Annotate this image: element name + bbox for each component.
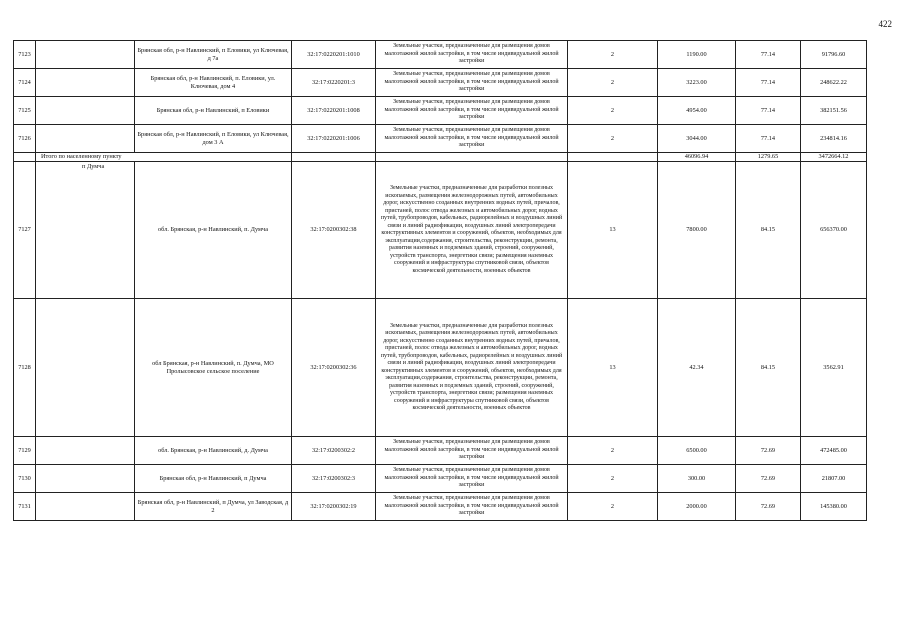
empty-cell	[292, 153, 376, 162]
table-row	[14, 493, 867, 521]
row-number: 7123	[14, 41, 36, 69]
price-cell: 84.15	[736, 299, 801, 437]
empty-cell	[376, 153, 568, 162]
land-use-cell: Земельные участки, предназначенные для размещения домов малоэтажной жилой застройки, в том числе индивидуальной жилой застройки	[376, 97, 568, 125]
empty-cell	[36, 69, 135, 97]
table-row	[14, 41, 867, 69]
area-cell: 2000.00	[658, 493, 736, 521]
value-cell: 145380.00	[801, 493, 867, 521]
address-cell: Брянская обл, р-н Навлинский, п. Еловики, ул. Ключевая, дом 4	[135, 69, 292, 97]
area-cell: 3223.00	[658, 69, 736, 97]
table-row	[14, 125, 867, 153]
subtotal-area: 46096.94	[658, 153, 736, 162]
empty-cell	[36, 465, 135, 493]
land-registry-table	[13, 40, 867, 521]
category-cell: 13	[568, 162, 658, 299]
empty-cell	[36, 97, 135, 125]
value-cell: 472485.00	[801, 437, 867, 465]
table-row	[14, 69, 867, 97]
land-use-cell: Земельные участки, предназначенные для размещения домов малоэтажной жилой застройки, в том числе индивидуальной жилой застройки	[376, 41, 568, 69]
address-cell: обл. Брянская, р-н Навлинский, п. Думча	[135, 162, 292, 299]
area-cell: 4954.00	[658, 97, 736, 125]
locality-label: п Думча	[36, 162, 135, 299]
land-use-cell: Земельные участки, предназначенные для размещения домов малоэтажной жилой застройки, в том числе индивидуальной жилой застройки	[376, 465, 568, 493]
subtotal-row	[14, 153, 867, 162]
empty-cell	[36, 125, 135, 153]
price-cell: 72.69	[736, 437, 801, 465]
table-row	[14, 299, 867, 437]
cadastral-number-cell: 32:17:0200302:19	[292, 493, 376, 521]
cadastral-number-cell: 32:17:0220201:1010	[292, 41, 376, 69]
price-cell: 72.69	[736, 465, 801, 493]
row-number: 7126	[14, 125, 36, 153]
price-cell: 77.14	[736, 41, 801, 69]
price-cell: 77.14	[736, 97, 801, 125]
value-cell: 382151.56	[801, 97, 867, 125]
land-use-cell: Земельные участки, предназначенные для размещения домов малоэтажной жилой застройки, в том числе индивидуальной жилой застройки	[376, 125, 568, 153]
table-row	[14, 465, 867, 493]
cadastral-number-cell: 32:17:0200302:3	[292, 465, 376, 493]
row-number: 7129	[14, 437, 36, 465]
address-cell: Брянская обл, р-н Навлинский, п Думча	[135, 465, 292, 493]
table-row	[14, 162, 867, 299]
address-cell: Брянская обл, р-н Навлинский, п Еловики, ул Ключевая, дом 3 А	[135, 125, 292, 153]
category-cell: 2	[568, 437, 658, 465]
address-cell: обл Брянская, р-н Навлинский, п. Думча, МО Пролысовское сельское поселение	[135, 299, 292, 437]
row-number: 7127	[14, 162, 36, 299]
land-use-cell: Земельные участки, предназначенные для разработки полезных ископаемых, размещения железнодорожных путей, автомобильных дорог, искусственно созданных внутренних водных путей, причалов, пристаней, полос отвода железных и автомобильных дорог, водных путей, трубопроводов, кабельных, радиорелейных и воздушных линий связи и линий радиофикации, воздушных линий электропередачи конструктивных элементов и сооружений, объектов, необходимых для эксплуатации,содержания, строительства, реконструкции, ремонта, развития наземных и подземных зданий, строений, сооружений, устройств транспорта, энергетики связи; размещения наземных сооружений и инфраструктуры спутниковой связи, объектов космической деятельности, военных объектов	[376, 299, 568, 437]
row-number: 7124	[14, 69, 36, 97]
table-row	[14, 437, 867, 465]
area-cell: 300.00	[658, 465, 736, 493]
land-use-cell: Земельные участки, предназначенные для разработки полезных ископаемых, размещения железнодорожных путей, автомобильных дорог, искусственно созданных внутренних водных путей, причалов, пристаней, полос отвода железных и автомобильных дорог, водных путей, трубопроводов, кабельных, радиорелейных и воздушных линий связи и линий радиофикации, воздушных линий электропередачи конструктивных элементов и сооружений, объектов, необходимых для эксплуатации,содержания, строительства, реконструкции, ремонта, развития наземных и подземных зданий, строений, сооружений, устройств транспорта, энергетики связи; размещения наземных сооружений и инфраструктуры спутниковой связи, объектов космической деятельности, военных объектов	[376, 162, 568, 299]
value-cell: 656370.00	[801, 162, 867, 299]
category-cell: 13	[568, 299, 658, 437]
empty-cell	[36, 493, 135, 521]
value-cell: 3562.91	[801, 299, 867, 437]
area-cell: 1190.00	[658, 41, 736, 69]
category-cell: 2	[568, 69, 658, 97]
price-cell: 77.14	[736, 125, 801, 153]
cadastral-number-cell: 32:17:0200302:38	[292, 162, 376, 299]
value-cell: 91796.60	[801, 41, 867, 69]
category-cell: 2	[568, 97, 658, 125]
empty-cell	[568, 153, 658, 162]
cadastral-number-cell: 32:17:0220201:3	[292, 69, 376, 97]
area-cell: 42.34	[658, 299, 736, 437]
table-row	[14, 97, 867, 125]
price-cell: 77.14	[736, 69, 801, 97]
category-cell: 2	[568, 125, 658, 153]
subtotal-value: 3472664.12	[801, 153, 867, 162]
value-cell: 21807.00	[801, 465, 867, 493]
page-number: 422	[878, 19, 892, 29]
subtotal-label: Итого по населенному пункту	[36, 153, 292, 162]
empty-cell	[36, 299, 135, 437]
row-number: 7131	[14, 493, 36, 521]
empty-cell	[36, 437, 135, 465]
value-cell: 234814.16	[801, 125, 867, 153]
category-cell: 2	[568, 493, 658, 521]
category-cell: 2	[568, 465, 658, 493]
empty-cell	[14, 153, 36, 162]
cadastral-number-cell: 32:17:0220201:1008	[292, 97, 376, 125]
row-number: 7128	[14, 299, 36, 437]
price-cell: 84.15	[736, 162, 801, 299]
cadastral-number-cell: 32:17:0220201:1006	[292, 125, 376, 153]
land-use-cell: Земельные участки, предназначенные для размещения домов малоэтажной жилой застройки, в том числе индивидуальной жилой застройки	[376, 437, 568, 465]
row-number: 7125	[14, 97, 36, 125]
cadastral-number-cell: 32:17:0200302:36	[292, 299, 376, 437]
area-cell: 7800.00	[658, 162, 736, 299]
price-cell: 72.69	[736, 493, 801, 521]
area-cell: 3044.00	[658, 125, 736, 153]
empty-cell	[36, 41, 135, 69]
address-cell: Брянская обл, р-н Навлинский, п Еловики	[135, 97, 292, 125]
land-use-cell: Земельные участки, предназначенные для размещения домов малоэтажной жилой застройки, в том числе индивидуальной жилой застройки	[376, 493, 568, 521]
address-cell: обл. Брянская, р-н Навлинский, д. Думча	[135, 437, 292, 465]
category-cell: 2	[568, 41, 658, 69]
subtotal-price: 1279.65	[736, 153, 801, 162]
land-use-cell: Земельные участки, предназначенные для размещения домов малоэтажной жилой застройки, в том числе индивидуальной жилой застройки	[376, 69, 568, 97]
area-cell: 6500.00	[658, 437, 736, 465]
address-cell: Брянская обл, р-н Навлинский, п Думча, ул Заводская, д 2	[135, 493, 292, 521]
row-number: 7130	[14, 465, 36, 493]
address-cell: Брянская обл, р-н Навлинский, п Еловики, ул Ключевая, д 7а	[135, 41, 292, 69]
value-cell: 248622.22	[801, 69, 867, 97]
cadastral-number-cell: 32:17:0200302:2	[292, 437, 376, 465]
